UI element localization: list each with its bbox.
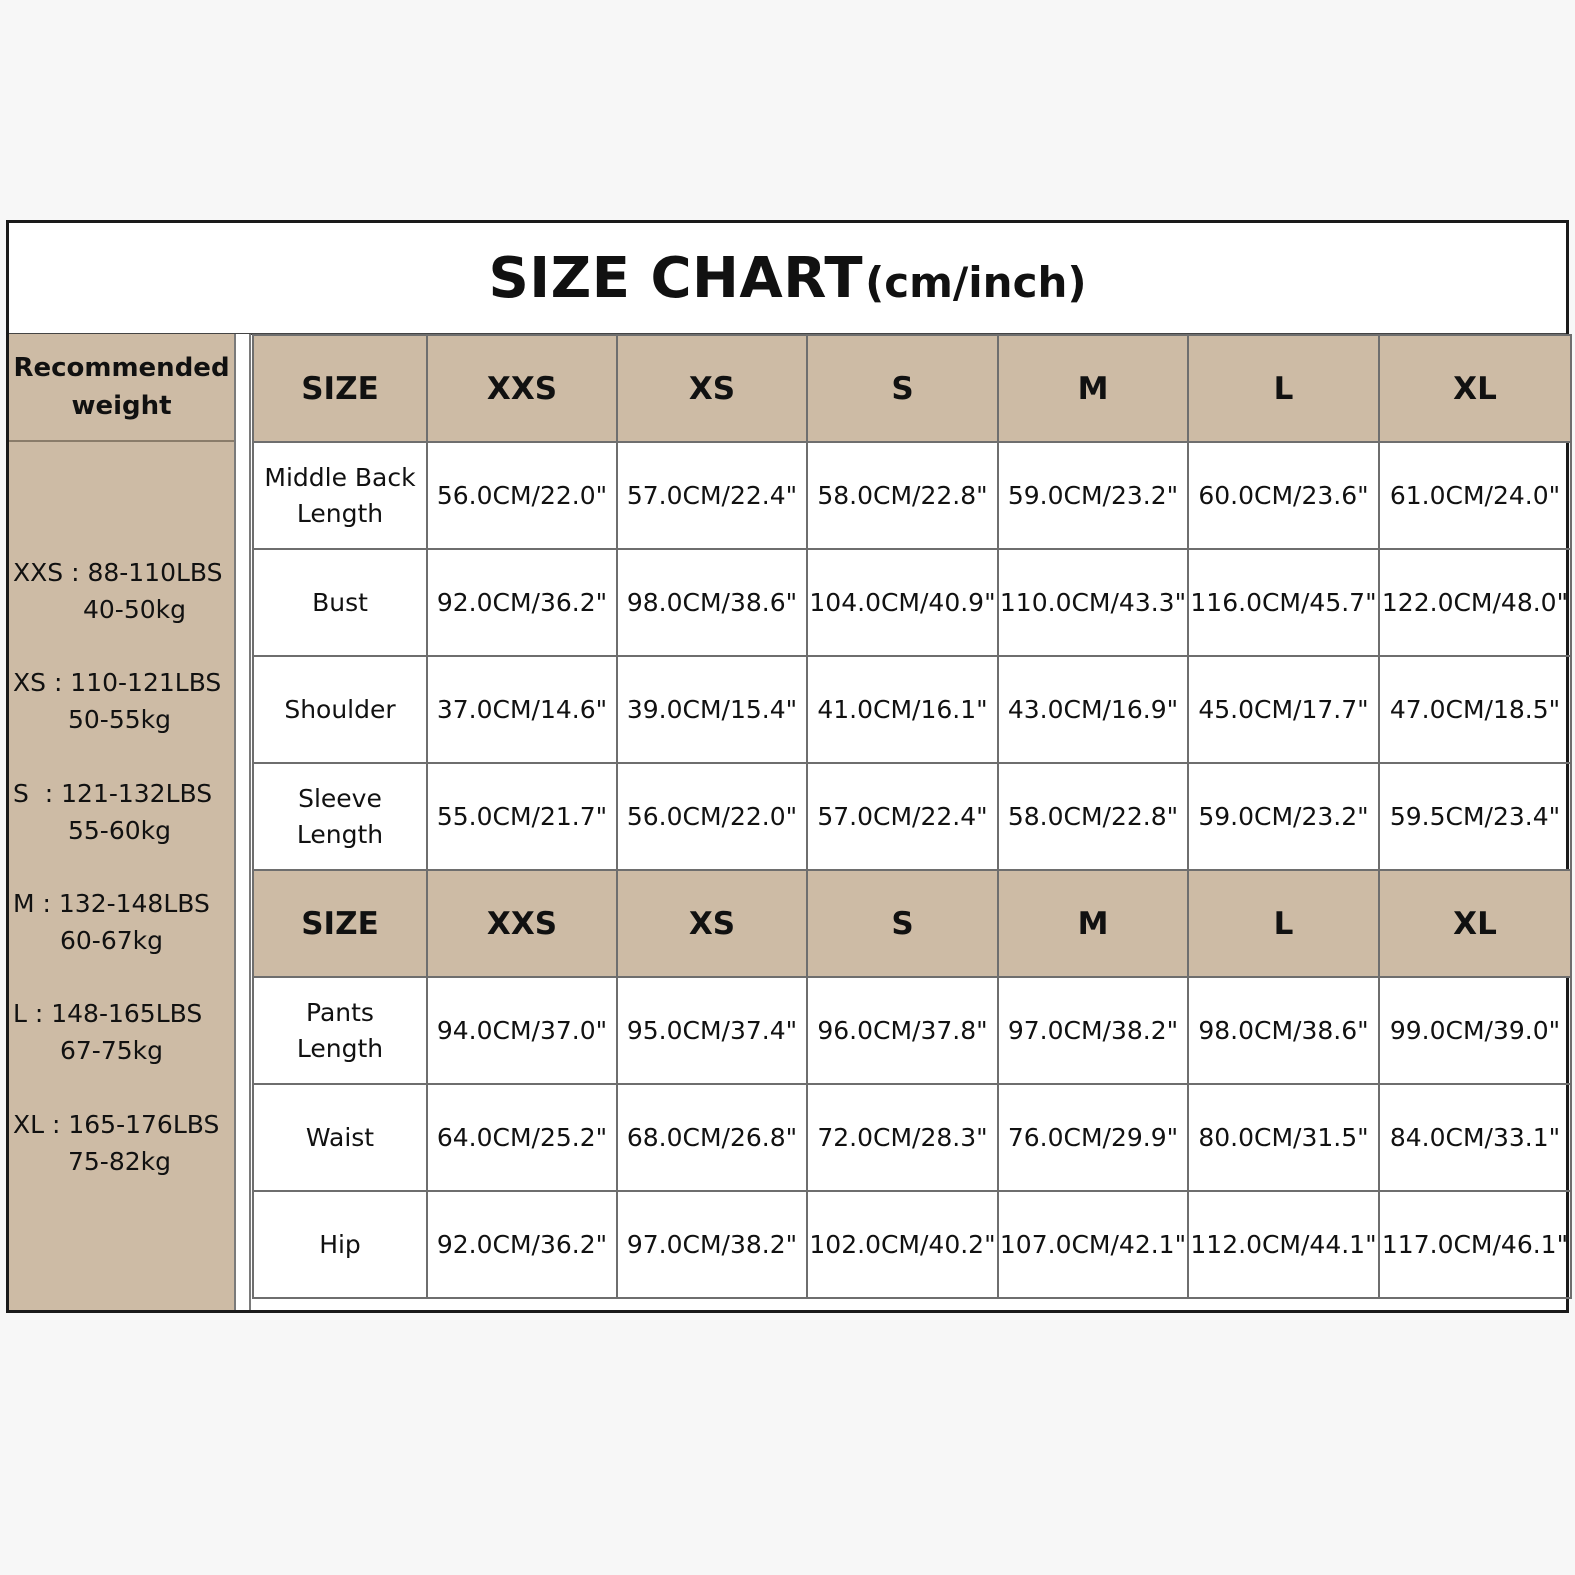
measurement-row (253, 763, 1571, 870)
measurement-value: 39.0CM/15.4" (617, 656, 807, 763)
measurement-label (253, 977, 427, 1084)
measurement-value: 72.0CM/28.3" (807, 1084, 998, 1191)
measurement-value: 56.0CM/22.0" (617, 763, 807, 870)
size-column-header: XS (617, 870, 807, 977)
measurement-label-line: Sleeve (298, 783, 382, 813)
size-column-header: XL (1379, 870, 1571, 977)
size-column-header: M (998, 335, 1188, 442)
measurement-value: 61.0CM/24.0" (1379, 442, 1571, 549)
measurement-value: 104.0CM/40.9" (807, 549, 998, 656)
measurement-label-line: Length (296, 1033, 384, 1063)
measurement-value: 102.0CM/40.2" (807, 1191, 998, 1298)
measurement-value: 60.0CM/23.6" (1188, 442, 1379, 549)
measurement-row (253, 1084, 1571, 1191)
weight-entry-lbs: L : 148-165LBS (13, 999, 203, 1028)
size-table (252, 334, 1572, 1299)
size-column-header: XS (617, 335, 807, 442)
weight-entry-kg: 55-60kg (68, 816, 171, 845)
measurement-value: 98.0CM/38.6" (617, 549, 807, 656)
measurement-value: 95.0CM/37.4" (617, 977, 807, 1084)
measurement-value: 97.0CM/38.2" (617, 1191, 807, 1298)
measurement-value: 110.0CM/43.3" (998, 549, 1188, 656)
measurement-value: 97.0CM/38.2" (998, 977, 1188, 1084)
measurement-value: 98.0CM/38.6" (1188, 977, 1379, 1084)
measurement-value: 84.0CM/33.1" (1379, 1084, 1571, 1191)
weight-entry (13, 885, 233, 959)
weight-entry-lbs: S : 121-132LBS (13, 779, 213, 808)
measurement-label-line: Hip (319, 1229, 361, 1259)
measurement-value: 96.0CM/37.8" (807, 977, 998, 1084)
measurement-label-line: Waist (305, 1122, 375, 1152)
measurement-value: 37.0CM/14.6" (427, 656, 617, 763)
measurement-value: 55.0CM/21.7" (427, 763, 617, 870)
measurement-value: 64.0CM/25.2" (427, 1084, 617, 1191)
measurement-value: 76.0CM/29.9" (998, 1084, 1188, 1191)
measurement-label-line: Middle Back (264, 462, 416, 492)
measurement-value: 116.0CM/45.7" (1188, 549, 1379, 656)
measurement-value: 56.0CM/22.0" (427, 442, 617, 549)
measurement-value: 59.0CM/23.2" (1188, 763, 1379, 870)
measurement-value: 43.0CM/16.9" (998, 656, 1188, 763)
measurement-label (253, 1084, 427, 1191)
weight-entry-kg: 75-82kg (68, 1147, 171, 1176)
size-chart-frame (6, 220, 1569, 1313)
measurement-value: 122.0CM/48.0" (1379, 549, 1571, 656)
pants-header-row (253, 870, 1571, 977)
measurement-value: 57.0CM/22.4" (807, 763, 998, 870)
chart-title-unit: (cm/inch) (865, 257, 1087, 307)
weight-entry-kg: 40-50kg (83, 595, 186, 624)
measurement-label-line: Length (296, 498, 384, 528)
size-column-header: XXS (427, 335, 617, 442)
measurement-value: 41.0CM/16.1" (807, 656, 998, 763)
chart-title: SIZE CHART (488, 245, 864, 311)
measurement-label (253, 656, 427, 763)
weight-entry-kg: 50-55kg (68, 705, 171, 734)
weight-entry (13, 775, 233, 849)
weight-entry (13, 1106, 233, 1180)
size-header-cell: SIZE (253, 870, 427, 977)
weight-entry-lbs: M : 132-148LBS (13, 889, 210, 918)
measurement-label-line: Shoulder (284, 694, 396, 724)
weight-entry (13, 664, 233, 738)
measurement-value: 112.0CM/44.1" (1188, 1191, 1379, 1298)
recommended-weight-panel (9, 334, 234, 1310)
measurement-row (253, 1191, 1571, 1298)
measurement-row (253, 977, 1571, 1084)
measurement-label (253, 549, 427, 656)
weight-entry-kg: 67-75kg (60, 1036, 163, 1065)
column-divider (234, 334, 251, 1310)
measurement-row (253, 442, 1571, 549)
measurement-value: 58.0CM/22.8" (998, 763, 1188, 870)
measurement-value: 58.0CM/22.8" (807, 442, 998, 549)
measurement-value: 68.0CM/26.8" (617, 1084, 807, 1191)
size-column-header: S (807, 335, 998, 442)
weight-header-line1: Recommended (13, 353, 230, 383)
weight-header-line2: weight (71, 391, 172, 421)
measurement-label-line: Pants (306, 997, 374, 1027)
measurement-value: 107.0CM/42.1" (998, 1191, 1188, 1298)
measurement-value: 117.0CM/46.1" (1379, 1191, 1571, 1298)
weight-entry-lbs: XXS : 88-110LBS (13, 558, 223, 587)
measurement-value: 59.0CM/23.2" (998, 442, 1188, 549)
weight-entry-lbs: XS : 110-121LBS (13, 668, 222, 697)
size-column-header: S (807, 870, 998, 977)
weight-list (9, 442, 234, 1310)
measurement-value: 80.0CM/31.5" (1188, 1084, 1379, 1191)
measurement-value: 57.0CM/22.4" (617, 442, 807, 549)
title-bar (9, 223, 1566, 335)
measurement-row (253, 656, 1571, 763)
measurement-label (253, 763, 427, 870)
measurement-label (253, 1191, 427, 1298)
recommended-weight-header (9, 334, 234, 442)
tops-header-row (253, 335, 1571, 442)
measurement-row (253, 549, 1571, 656)
measurement-value: 45.0CM/17.7" (1188, 656, 1379, 763)
size-header-cell: SIZE (253, 335, 427, 442)
size-column-header: L (1188, 335, 1379, 442)
weight-entry-kg: 60-67kg (60, 926, 163, 955)
measurement-value: 92.0CM/36.2" (427, 1191, 617, 1298)
measurement-value: 47.0CM/18.5" (1379, 656, 1571, 763)
measurement-value: 92.0CM/36.2" (427, 549, 617, 656)
measurement-value: 99.0CM/39.0" (1379, 977, 1571, 1084)
weight-entry (13, 554, 233, 628)
size-column-header: M (998, 870, 1188, 977)
size-column-header: L (1188, 870, 1379, 977)
size-column-header: XL (1379, 335, 1571, 442)
measurement-value: 94.0CM/37.0" (427, 977, 617, 1084)
size-column-header: XXS (427, 870, 617, 977)
weight-entry-lbs: XL : 165-176LBS (13, 1110, 220, 1139)
measurement-label-line: Length (296, 819, 384, 849)
measurement-label (253, 442, 427, 549)
weight-entry (13, 995, 233, 1069)
measurement-label-line: Bust (312, 587, 368, 617)
measurement-value: 59.5CM/23.4" (1379, 763, 1571, 870)
